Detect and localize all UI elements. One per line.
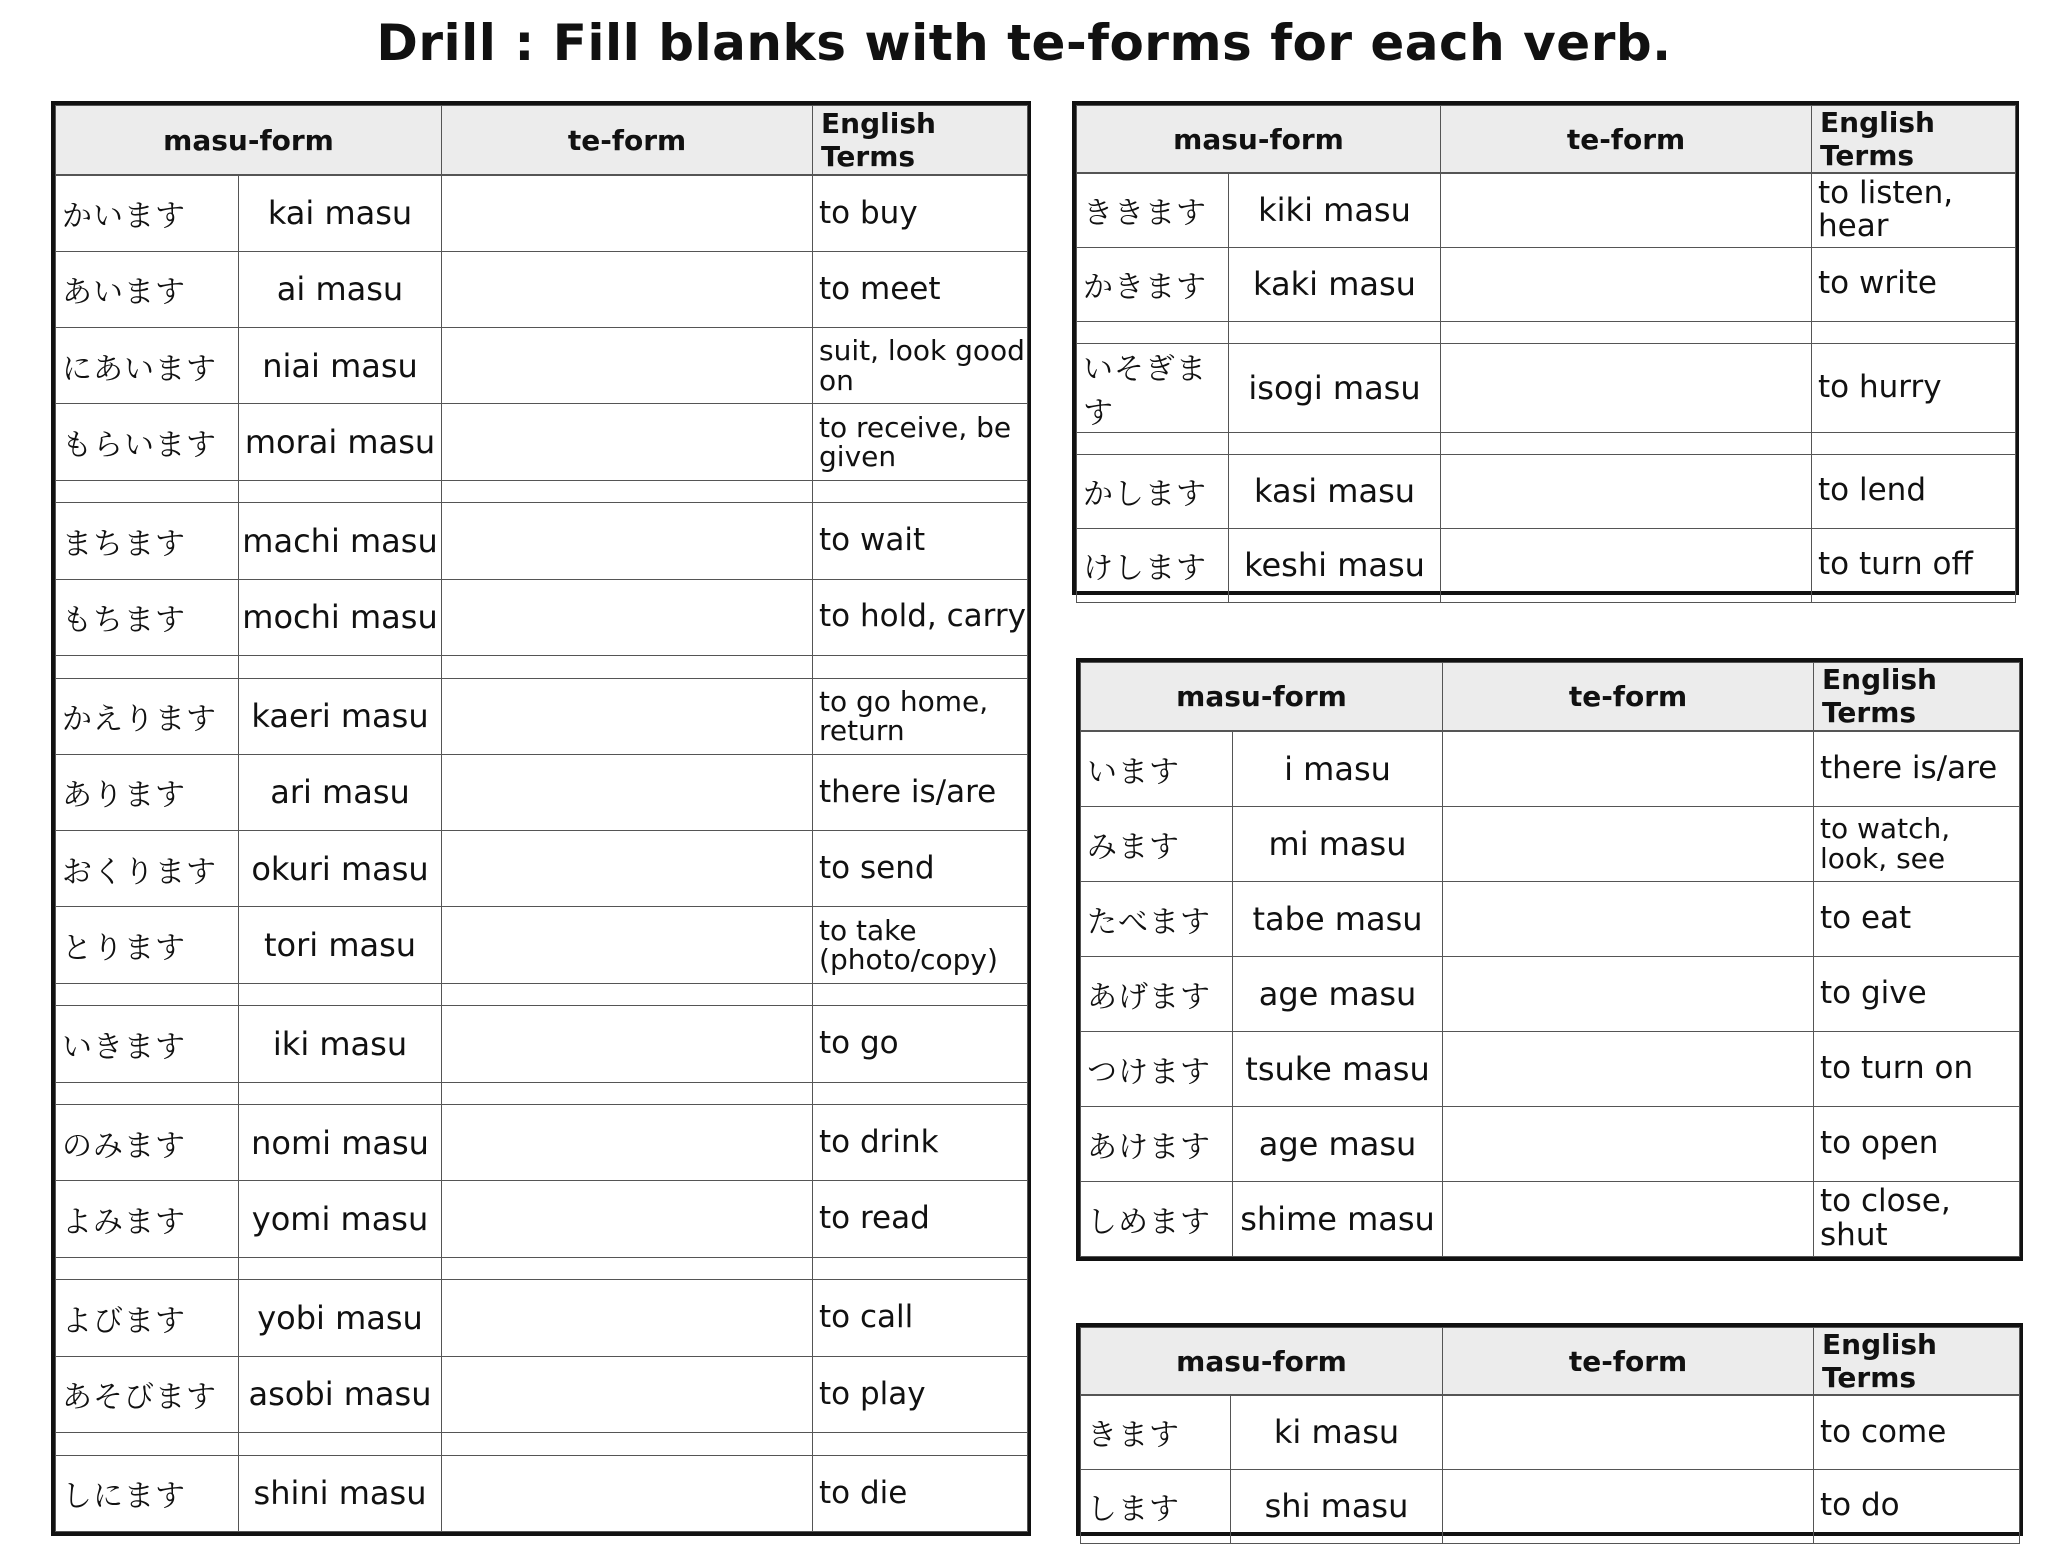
- masu-form-romaji: tabe masu: [1233, 881, 1443, 956]
- english-term: to drink: [813, 1105, 1028, 1181]
- spacer-cell: [1812, 432, 2016, 454]
- te-form-blank[interactable]: [442, 404, 813, 480]
- masu-form-romaji: kasi masu: [1229, 454, 1441, 528]
- masu-form-romaji: morai masu: [239, 404, 442, 480]
- english-term: to hurry: [1812, 343, 2016, 432]
- te-form-blank[interactable]: [442, 831, 813, 907]
- spacer-cell: [813, 1082, 1028, 1105]
- masu-form-romaji: iki masu: [239, 1006, 442, 1082]
- masu-form-kana: けします: [1077, 528, 1229, 602]
- spacer-row: [56, 480, 1028, 503]
- table-row: [56, 175, 1028, 251]
- te-form-blank[interactable]: [1443, 1469, 1814, 1543]
- spacer-cell: [813, 983, 1028, 1006]
- table-row: [1077, 247, 2016, 321]
- table-row: [56, 1356, 1028, 1432]
- masu-form-romaji: tsuke masu: [1233, 1031, 1443, 1106]
- masu-form-romaji: yobi masu: [239, 1280, 442, 1356]
- spacer-cell: [56, 1257, 239, 1280]
- masu-form-kana: よみます: [56, 1181, 239, 1257]
- masu-form-kana: よびます: [56, 1280, 239, 1356]
- te-form-blank[interactable]: [442, 251, 813, 327]
- spacer-cell: [56, 655, 239, 678]
- masu-form-kana: にあいます: [56, 328, 239, 404]
- te-form-blank[interactable]: [1441, 528, 1812, 602]
- te-form-blank[interactable]: [1443, 1106, 1814, 1181]
- table-row: [1081, 1469, 2020, 1543]
- masu-form-romaji: kai masu: [239, 175, 442, 251]
- te-form-blank[interactable]: [1441, 454, 1812, 528]
- english-term: to come: [1814, 1395, 2020, 1469]
- masu-form-kana: みます: [1081, 806, 1233, 881]
- english-term: to buy: [813, 175, 1028, 251]
- te-form-blank[interactable]: [1443, 731, 1814, 806]
- table-row: [56, 678, 1028, 754]
- english-term: to write: [1812, 247, 2016, 321]
- header-english-terms: English Terms: [1814, 663, 2020, 731]
- english-term: to receive, be given: [813, 404, 1028, 480]
- verb-table-group3: [1076, 658, 2023, 1261]
- te-form-blank[interactable]: [1443, 1181, 1814, 1256]
- masu-form-kana: しめます: [1081, 1181, 1233, 1256]
- english-term: there is/are: [813, 754, 1028, 830]
- masu-form-kana: きます: [1081, 1395, 1231, 1469]
- spacer-cell: [1077, 321, 1229, 343]
- te-form-blank[interactable]: [1441, 247, 1812, 321]
- header-te-form: te-form: [1443, 663, 1814, 731]
- spacer-cell: [56, 1432, 239, 1455]
- te-form-blank[interactable]: [442, 678, 813, 754]
- english-term: to open: [1814, 1106, 2020, 1181]
- spacer-cell: [442, 1082, 813, 1105]
- te-form-blank[interactable]: [442, 1280, 813, 1356]
- masu-form-romaji: ai masu: [239, 251, 442, 327]
- spacer-cell: [239, 1082, 442, 1105]
- verb-table-group2: [1072, 101, 2019, 595]
- table-row: [1081, 1181, 2020, 1256]
- masu-form-romaji: ari masu: [239, 754, 442, 830]
- english-term: to meet: [813, 251, 1028, 327]
- english-term: to watch, look, see: [1814, 806, 2020, 881]
- english-term: to give: [1814, 956, 2020, 1031]
- english-term: to go: [813, 1006, 1028, 1082]
- masu-form-romaji: machi masu: [239, 503, 442, 579]
- table-row: [56, 251, 1028, 327]
- te-form-blank[interactable]: [1443, 1395, 1814, 1469]
- spacer-cell: [239, 1432, 442, 1455]
- table-row: [56, 503, 1028, 579]
- masu-form-kana: もちます: [56, 579, 239, 655]
- te-form-blank[interactable]: [442, 1455, 813, 1531]
- table-row: [56, 907, 1028, 983]
- masu-form-kana: あります: [56, 754, 239, 830]
- te-form-blank[interactable]: [442, 1105, 813, 1181]
- spacer-row: [56, 655, 1028, 678]
- te-form-blank[interactable]: [1443, 1031, 1814, 1106]
- te-form-blank[interactable]: [442, 754, 813, 830]
- masu-form-kana: しにます: [56, 1455, 239, 1531]
- spacer-cell: [442, 983, 813, 1006]
- header-masu-form: masu-form: [56, 106, 442, 176]
- masu-form-romaji: shi masu: [1231, 1469, 1443, 1543]
- english-term: to turn off: [1812, 528, 2016, 602]
- te-form-blank[interactable]: [1443, 881, 1814, 956]
- spacer-row: [56, 1082, 1028, 1105]
- te-form-blank[interactable]: [442, 1181, 813, 1257]
- te-form-blank[interactable]: [442, 503, 813, 579]
- table-row: [1081, 956, 2020, 1031]
- english-term: to read: [813, 1181, 1028, 1257]
- spacer-cell: [56, 983, 239, 1006]
- english-term: to eat: [1814, 881, 2020, 956]
- masu-form-kana: ききます: [1077, 173, 1229, 247]
- header-masu-form: masu-form: [1081, 663, 1443, 731]
- masu-form-kana: もらいます: [56, 404, 239, 480]
- masu-form-romaji: ki masu: [1231, 1395, 1443, 1469]
- table-row: [1077, 173, 2016, 247]
- spacer-cell: [813, 480, 1028, 503]
- verb-table-group1: [51, 101, 1031, 1536]
- english-term: to send: [813, 831, 1028, 907]
- english-term: to close, shut: [1814, 1181, 2020, 1256]
- masu-form-romaji: niai masu: [239, 328, 442, 404]
- spacer-cell: [442, 1257, 813, 1280]
- masu-form-romaji: kaeri masu: [239, 678, 442, 754]
- spacer-cell: [56, 1082, 239, 1105]
- table-row: [1081, 1395, 2020, 1469]
- english-term: to die: [813, 1455, 1028, 1531]
- english-term: to turn on: [1814, 1031, 2020, 1106]
- masu-form-romaji: i masu: [1233, 731, 1443, 806]
- masu-form-kana: かします: [1077, 454, 1229, 528]
- spacer-row: [1077, 432, 2016, 454]
- te-form-blank[interactable]: [442, 1356, 813, 1432]
- masu-form-kana: かえります: [56, 678, 239, 754]
- te-form-blank[interactable]: [442, 579, 813, 655]
- masu-form-kana: あいます: [56, 251, 239, 327]
- masu-form-kana: まちます: [56, 503, 239, 579]
- masu-form-romaji: yomi masu: [239, 1181, 442, 1257]
- table-row: [1081, 881, 2020, 956]
- masu-form-kana: います: [1081, 731, 1233, 806]
- english-term: to lend: [1812, 454, 2016, 528]
- table-row: [56, 831, 1028, 907]
- spacer-cell: [442, 1432, 813, 1455]
- spacer-cell: [1812, 321, 2016, 343]
- masu-form-romaji: mi masu: [1233, 806, 1443, 881]
- masu-form-kana: あけます: [1081, 1106, 1233, 1181]
- header-te-form: te-form: [1441, 106, 1812, 174]
- drill-title: Drill : Fill blanks with te-forms for each verb.: [376, 14, 1672, 72]
- te-form-blank[interactable]: [1441, 173, 1812, 247]
- table-row: [56, 1280, 1028, 1356]
- spacer-cell: [239, 480, 442, 503]
- masu-form-kana: のみます: [56, 1105, 239, 1181]
- spacer-cell: [239, 1257, 442, 1280]
- spacer-row: [1077, 321, 2016, 343]
- masu-form-kana: かきます: [1077, 247, 1229, 321]
- masu-form-romaji: isogi masu: [1229, 343, 1441, 432]
- te-form-blank[interactable]: [442, 328, 813, 404]
- spacer-cell: [1077, 432, 1229, 454]
- masu-form-romaji: keshi masu: [1229, 528, 1441, 602]
- table-row: [56, 1105, 1028, 1181]
- spacer-cell: [239, 655, 442, 678]
- header-english-terms: English Terms: [813, 106, 1028, 176]
- masu-form-romaji: okuri masu: [239, 831, 442, 907]
- table-row: [56, 1181, 1028, 1257]
- spacer-cell: [813, 655, 1028, 678]
- table-row: [1081, 806, 2020, 881]
- table-row: [1077, 528, 2016, 602]
- spacer-cell: [1229, 432, 1441, 454]
- english-term: to hold, carry: [813, 579, 1028, 655]
- te-form-blank[interactable]: [442, 907, 813, 983]
- spacer-cell: [1441, 432, 1812, 454]
- english-term: to wait: [813, 503, 1028, 579]
- spacer-cell: [813, 1432, 1028, 1455]
- te-form-blank[interactable]: [1443, 806, 1814, 881]
- header-english-terms: English Terms: [1814, 1328, 2020, 1396]
- masu-form-kana: とります: [56, 907, 239, 983]
- masu-form-romaji: shini masu: [239, 1455, 442, 1531]
- header-te-form: te-form: [442, 106, 813, 176]
- masu-form-kana: おくります: [56, 831, 239, 907]
- table-row: [56, 754, 1028, 830]
- verb-table-group4: [1076, 1323, 2023, 1536]
- masu-form-romaji: kiki masu: [1229, 173, 1441, 247]
- spacer-row: [56, 1257, 1028, 1280]
- te-form-blank[interactable]: [442, 175, 813, 251]
- spacer-cell: [1441, 321, 1812, 343]
- spacer-cell: [56, 480, 239, 503]
- masu-form-romaji: tori masu: [239, 907, 442, 983]
- table-row: [1077, 343, 2016, 432]
- table-row: [1081, 1031, 2020, 1106]
- english-term: to take (photo/copy): [813, 907, 1028, 983]
- english-term: to go home, return: [813, 678, 1028, 754]
- masu-form-romaji: age masu: [1233, 1106, 1443, 1181]
- masu-form-kana: つけます: [1081, 1031, 1233, 1106]
- table-row: [1081, 731, 2020, 806]
- masu-form-romaji: shime masu: [1233, 1181, 1443, 1256]
- masu-form-romaji: mochi masu: [239, 579, 442, 655]
- spacer-cell: [1229, 321, 1441, 343]
- english-term: to do: [1814, 1469, 2020, 1543]
- te-form-blank[interactable]: [1443, 956, 1814, 1031]
- table-row: [1081, 1106, 2020, 1181]
- masu-form-kana: あげます: [1081, 956, 1233, 1031]
- spacer-row: [56, 983, 1028, 1006]
- english-term: to play: [813, 1356, 1028, 1432]
- masu-form-kana: あそびます: [56, 1356, 239, 1432]
- te-form-blank[interactable]: [1441, 343, 1812, 432]
- masu-form-romaji: nomi masu: [239, 1105, 442, 1181]
- header-te-form: te-form: [1443, 1328, 1814, 1396]
- spacer-row: [56, 1432, 1028, 1455]
- masu-form-romaji: kaki masu: [1229, 247, 1441, 321]
- english-term: to listen, hear: [1812, 173, 2016, 247]
- table-row: [56, 328, 1028, 404]
- header-masu-form: masu-form: [1081, 1328, 1443, 1396]
- table-row: [56, 1455, 1028, 1531]
- masu-form-kana: たべます: [1081, 881, 1233, 956]
- header-english-terms: English Terms: [1812, 106, 2016, 174]
- table-row: [56, 579, 1028, 655]
- masu-form-kana: します: [1081, 1469, 1231, 1543]
- masu-form-kana: かいます: [56, 175, 239, 251]
- masu-form-kana: いそぎます: [1077, 343, 1229, 432]
- table-row: [56, 1006, 1028, 1082]
- spacer-cell: [442, 655, 813, 678]
- spacer-cell: [239, 983, 442, 1006]
- table-row: [56, 404, 1028, 480]
- masu-form-kana: いきます: [56, 1006, 239, 1082]
- masu-form-romaji: asobi masu: [239, 1356, 442, 1432]
- te-form-blank[interactable]: [442, 1006, 813, 1082]
- spacer-cell: [813, 1257, 1028, 1280]
- spacer-cell: [442, 480, 813, 503]
- english-term: suit, look good on: [813, 328, 1028, 404]
- english-term: there is/are: [1814, 731, 2020, 806]
- header-masu-form: masu-form: [1077, 106, 1441, 174]
- table-row: [1077, 454, 2016, 528]
- masu-form-romaji: age masu: [1233, 956, 1443, 1031]
- english-term: to call: [813, 1280, 1028, 1356]
